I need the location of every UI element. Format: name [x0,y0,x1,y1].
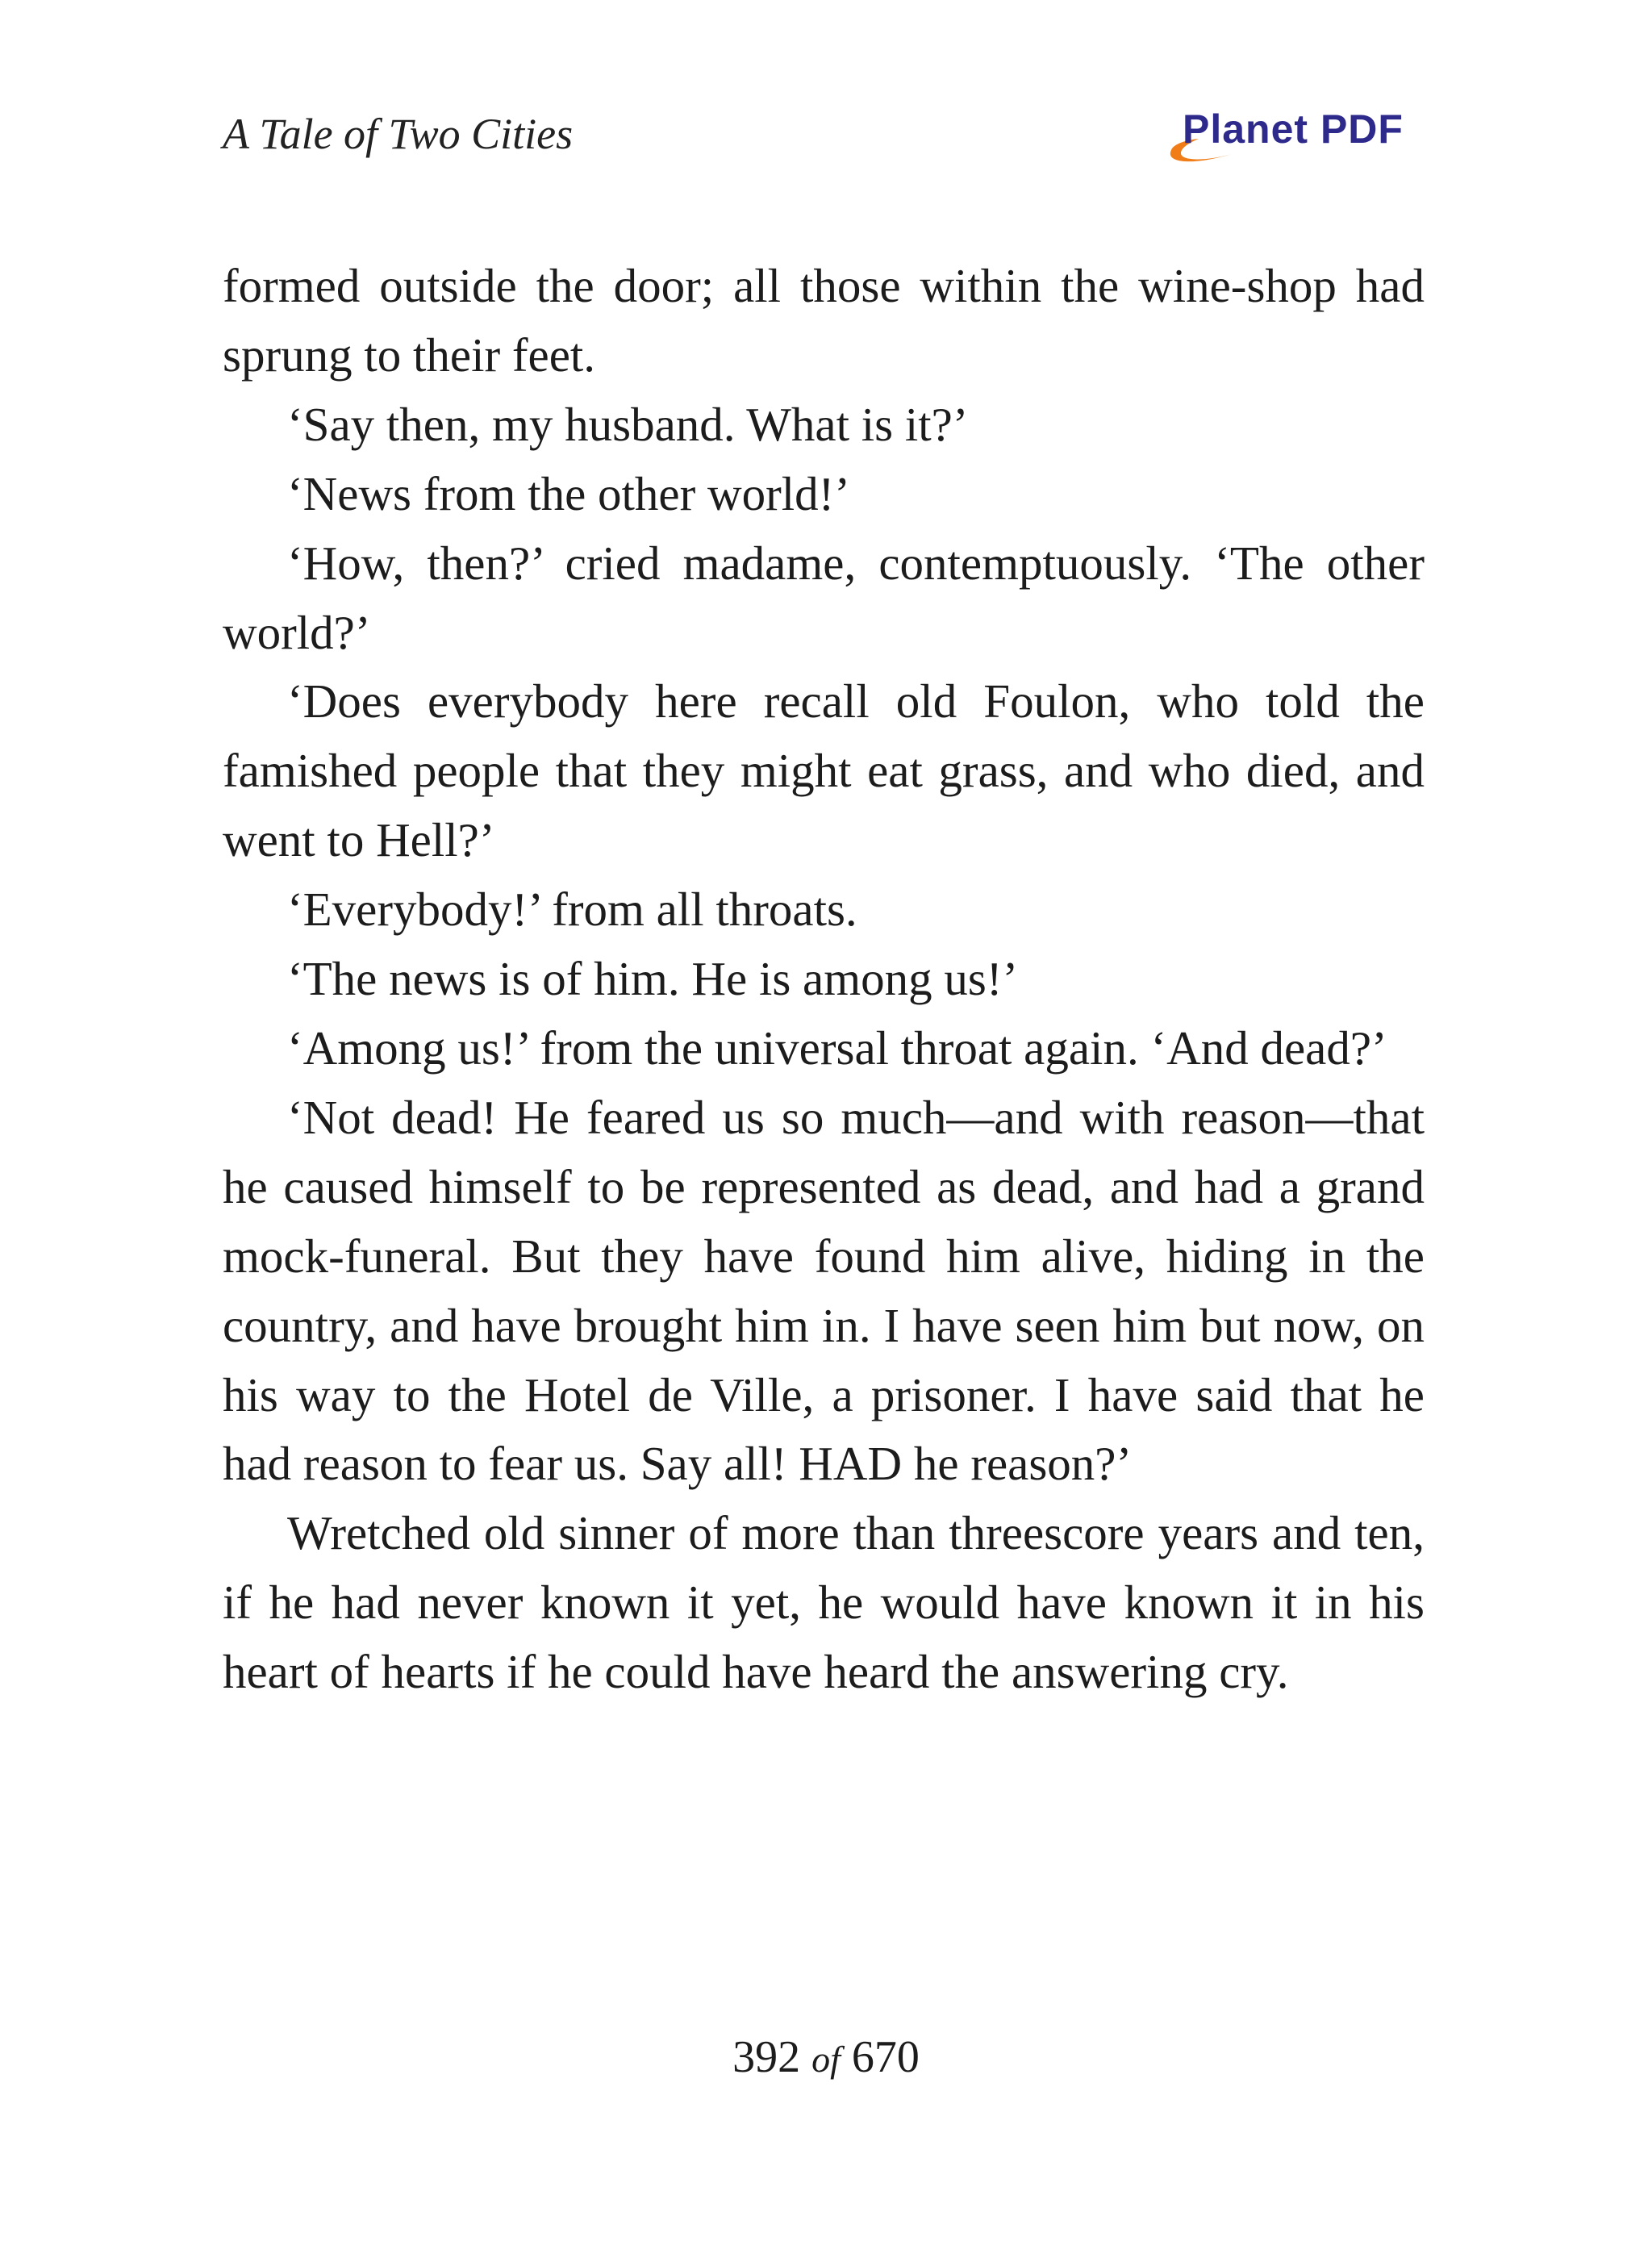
running-title: A Tale of Two Cities [223,110,574,158]
paragraph: ‘Everybody!’ from all throats. [287,883,857,937]
page-number [0,2025,1652,2092]
logo-text: Planet PDF [1183,106,1404,152]
paragraph: ‘News from the other world!’ [287,466,850,520]
paragraph: formed outside the door; all those within the wine-shop had sprung to their feet. [223,259,1425,382]
paragraph: Wretched old sinner of more than threescore years and ten, if he had never known it yet, he would have known it in his heart of hearts if he could have heard the answering cry. [223,1506,1425,1699]
paragraph: ‘Say then, my husband. What is it?’ [287,397,969,451]
paragraph: ‘How, then?’ cried madame, contemptuously. ‘The other world?’ [223,536,1425,659]
page-separator: of [811,2039,841,2080]
page-current: 392 [732,2032,801,2082]
planet-pdf-logo [1160,102,1426,168]
text-body [223,252,1425,1707]
paragraph: ‘Not dead! He feared us so much—and with reason—that he caused himself to be represented as dead, and had a grand mock-funeral. But they have found him alive, hiding in the country, and have brought him in. I have seen him but now, on his way to the Hotel de Ville, a prisoner. I have said that he had reason to fear us. Say all! HAD he reason?’ [223,1090,1425,1491]
paragraph: ‘Among us!’ from the universal throat again. ‘And dead?’ [287,1021,1387,1075]
paragraph: ‘The news is of him. He is among us!’ [287,952,1019,1006]
paragraph: ‘Does everybody here recall old Foulon, who told the famished people that they might eat grass, and who died, and went to Hell?’ [223,674,1425,867]
page-total: 670 [851,2032,920,2082]
